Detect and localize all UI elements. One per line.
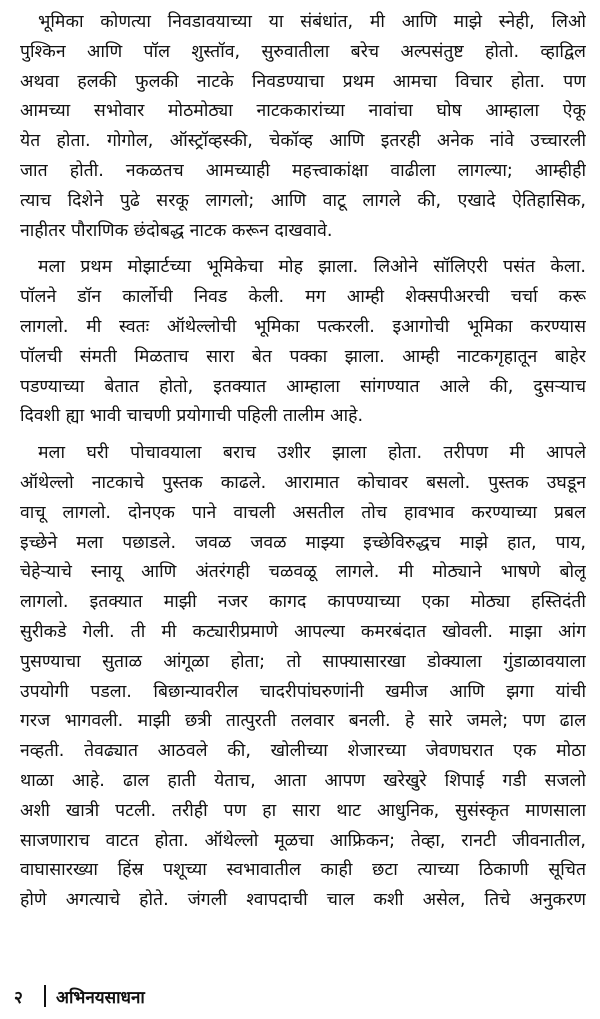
text-line: दिवशी ह्या भावी चाचणी प्रयोगाची पहिली तालीम आहे. (20, 406, 364, 427)
paragraph-1 (20, 8, 586, 246)
text-line: पॉलने डॉन कार्लोची निवड केली. मग आम्ही शेक्सपीअरची चर्चा करू (20, 287, 586, 308)
paragraph-2 (20, 253, 586, 432)
text-line: अथवा हलकी फुलकी नाटके निवडण्याचा प्रथम आमचा विचार होता. पण (20, 71, 586, 92)
text-line: ऑथेल्लो नाटकाचे पुस्तक काढले. आरामात कोचावर बसलो. पुस्तक उघडून (20, 472, 586, 493)
text-line: पडण्याच्या बेतात होतो, इतक्यात आम्हाला सांगण्यात आले की, दुसऱ्याच (20, 376, 586, 397)
text-line: नाहीतर पौराणिक छंदोबद्ध नाटक करून दाखवावे. (20, 220, 333, 241)
text-line: होणे अगत्याचे होते. जंगली श्वापदाची चाल कशी असेल, तिचे अनुकरण (20, 890, 586, 911)
text-line: आमच्या सभोवार मोठमोठ्या नाटककारांच्या नावांचा घोष आम्हाला ऐकू (20, 101, 586, 122)
text-line: वाचू लागलो. दोनएक पाने वाचली असतील तोच हावभाव करण्याच्या प्रबल (20, 502, 586, 523)
text-line: थाळा आहे. ढाल हाती येताच, आता आपण खरेखुरे शिपाई गडी सजलो (20, 770, 586, 791)
body-text (20, 8, 586, 923)
paragraph-3 (20, 439, 586, 916)
text-line: सुरीकडे गेली. ती मी कट्यारीप्रमाणे आपल्या कमरबंदात खोवली. माझा आंग (20, 621, 586, 642)
text-line: अशी खात्री पटली. तरीही पण हा सारा थाट आधुनिक, सुसंस्कृत माणसाला (20, 800, 586, 821)
text-line: इच्छेने मला पछाडले. जवळ जवळ माझ्या इच्छेविरुद्धच माझे हात, पाय, (20, 532, 586, 553)
text-line: पुसण्याचा सुताळ आंगूळा होता; तो साफ्यासारखा डोक्याला गुंडाळावयाला (20, 651, 586, 672)
book-title: अभिनयसाधना (56, 987, 145, 1008)
text-line: पुश्किन आणि पॉल शुस्तॉव, सुरुवातीला बरेच अल्पसंतुष्ट होतो. व्हाद्विल (20, 41, 586, 62)
footer-divider (44, 985, 46, 1007)
text-line: पॉलची संमती मिळताच सारा बेत पक्का झाला. आम्ही नाटकगृहातून बाहेर (20, 346, 586, 367)
text-line: गरज भागवली. माझी छत्री तात्पुरती तलवार बनली. हे सारे जमले; पण ढाल (20, 711, 586, 732)
text-line: जात होती. नकळतच आमच्याही महत्त्वाकांक्षा वाढीला लागल्या; आम्हीही (20, 160, 586, 181)
text-line: त्याच दिशेने पुढे सरकू लागलो; आणि वाटू लागले की, एखादे ऐतिहासिक, (20, 190, 586, 211)
text-line: चेहेऱ्याचे स्नायू आणि अंतरंगही चळवळू लागले. मी मोठ्याने भाषणे बोलू (20, 562, 586, 583)
text-line: मला प्रथम मोझार्टच्या भूमिकेचा मोह झाला. लिओने सॉलिएरी पसंत केला. (38, 257, 586, 278)
text-line: नव्हती. तेवढ्यात आठवले की, खोलीच्या शेजारच्या जेवणघरात एक मोठा (20, 741, 586, 762)
text-line: लागलो. इतक्यात माझी नजर कागद कापण्याच्या एका मोठ्या हस्तिदंती (20, 592, 586, 613)
text-line: वाघासारख्या हिंस्र पशूच्या स्वभावातील काही छटा त्याच्या ठिकाणी सूचित (20, 860, 586, 881)
page-footer (14, 978, 586, 1014)
text-line: भूमिका कोणत्या निवडावयाच्या या संबंधांत, मी आणि माझे स्नेही, लिओ (38, 12, 586, 32)
text-line: साजणाराच वाटत होता. ऑथेल्लो मूळचा आफ्रिकन; तेव्हा, रानटी जीवनातील, (20, 830, 586, 851)
text-line: उपयोगी पडला. बिछान्यावरील चादरीपांघरुणांनी खमीज आणि झगा यांची (20, 681, 586, 702)
text-line: मला घरी पोचावयाला बराच उशीर झाला होता. तरीपण मी आपले (38, 443, 586, 464)
text-line: येत होता. गोगोल, ऑस्ट्रॉव्हस्की, चेकॉव्ह आणि इतरही अनेक नांवे उच्चारली (20, 131, 586, 152)
text-line: लागलो. मी स्वतः ऑथेल्लोची भूमिका पत्करली. इआगोची भूमिका करण्यास (20, 316, 586, 337)
page-number: २ (14, 987, 23, 1008)
